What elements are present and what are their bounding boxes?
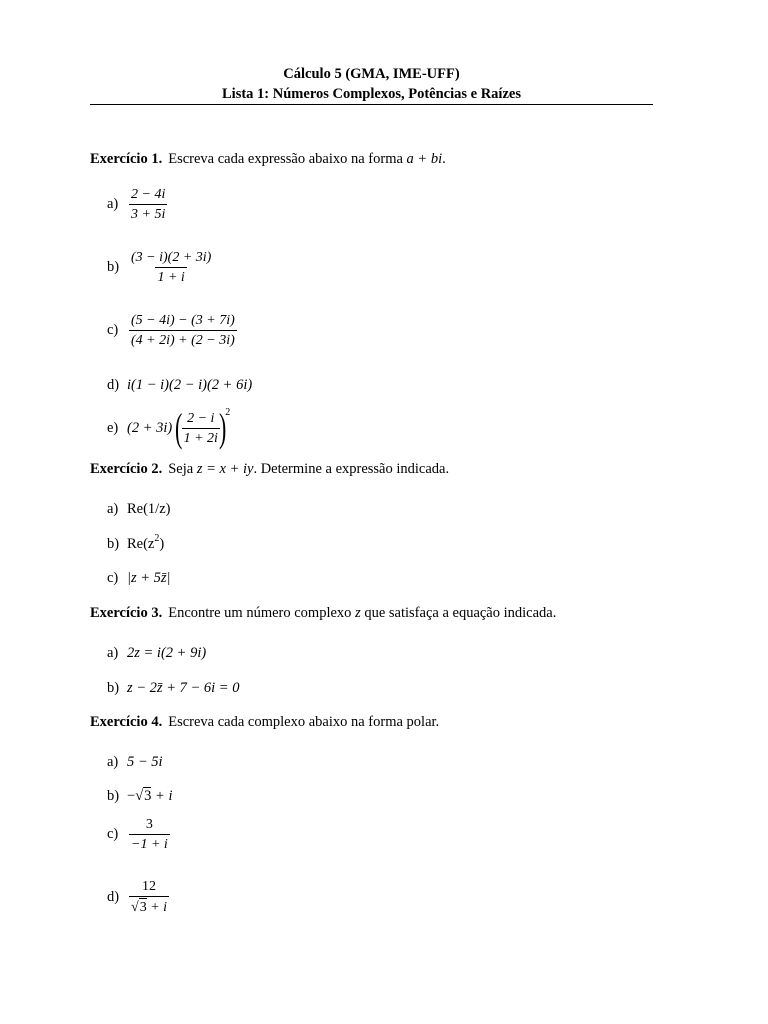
item-label: c): [107, 569, 119, 586]
item-label: b): [107, 535, 120, 552]
fraction: [129, 249, 213, 286]
exercise-4-item-a: [107, 752, 163, 772]
exercise-2-statement-math: z = x + iy: [196, 461, 254, 477]
exercise-3-item-a: [107, 643, 206, 663]
fraction-numerator: (3 − i)(2 + 3i): [131, 249, 212, 265]
radical-sign-icon: √: [131, 900, 139, 915]
fraction-numerator: (5 − 4i) − (3 + 7i): [131, 312, 235, 328]
math-expression-close: ): [159, 535, 165, 552]
exercise-1-statement-math: a + bi: [406, 151, 443, 167]
math-expression: 2z = i(2 + 9i): [127, 644, 207, 661]
exercise-4-title: Exercício 4.: [90, 714, 163, 730]
radicand: 3: [139, 900, 147, 915]
item-label: a): [107, 500, 119, 517]
math-expression: i(1 − i)(2 − i)(2 + 6i): [127, 376, 253, 393]
exercise-1-item-b: [107, 247, 215, 287]
exponent: 2: [154, 532, 160, 544]
math-expression: 5 − 5i: [127, 753, 163, 770]
fraction: [182, 410, 220, 447]
item-label: e): [107, 419, 119, 436]
item-label: d): [107, 376, 120, 393]
fraction-denominator: [129, 896, 169, 916]
exercise-2-item-b: [107, 534, 164, 554]
item-label: d): [107, 888, 120, 905]
fraction: [129, 878, 169, 916]
document-header: [90, 64, 653, 104]
exercise-4-item-b: [107, 786, 172, 806]
left-paren: (: [175, 405, 183, 450]
square-root: [135, 787, 151, 805]
exercise-3-heading: [90, 604, 556, 622]
exercise-3-statement: Encontre um número complexo: [168, 605, 356, 621]
fraction-numerator: 2 − i: [187, 410, 215, 426]
exercise-1-item-a: [107, 184, 169, 224]
exercise-3-item-b: [107, 678, 239, 698]
radicand: 3: [144, 788, 152, 804]
exercise-3-title: Exercício 3.: [90, 605, 163, 621]
math-prefix: (2 + 3i): [127, 419, 173, 436]
exercise-2-statement: Seja: [168, 461, 197, 477]
math-expression: Re(1/z): [127, 500, 171, 517]
square-root: [131, 898, 147, 916]
item-label: a): [107, 753, 119, 770]
math-suffix: + i: [146, 900, 168, 915]
fraction-numerator: 12: [142, 879, 157, 894]
math-expression: z − 2z̄ + 7 − 6i = 0: [127, 679, 240, 696]
exercise-2-item-c: [107, 568, 171, 588]
exercise-2-heading: [90, 460, 449, 478]
radical-sign-icon: √: [135, 788, 144, 804]
fraction: [129, 816, 170, 853]
header-divider: [90, 104, 653, 105]
exponent: 2: [225, 406, 231, 418]
fraction-denominator: (4 + 2i) + (2 − 3i): [129, 330, 237, 349]
exercise-1-heading: [90, 150, 446, 168]
fraction-numerator: 3: [145, 816, 153, 832]
exercise-4-item-d: [107, 876, 171, 918]
fraction-denominator: −1 + i: [129, 834, 170, 853]
item-label: b): [107, 258, 120, 275]
math-suffix: + i: [151, 787, 173, 804]
exercise-1-statement: Escreva cada expressão abaixo na forma: [168, 151, 407, 167]
exercise-1-item-d: [107, 375, 252, 395]
exercise-3-statement-math: z: [355, 605, 361, 621]
exercise-1-title: Exercício 1.: [90, 151, 163, 167]
fraction: [129, 312, 237, 349]
fraction-denominator: 1 + 2i: [182, 428, 220, 447]
minus-sign: −: [127, 787, 136, 804]
item-label: b): [107, 679, 120, 696]
exercise-4-statement: Escreva cada complexo abaixo na forma polar.: [168, 714, 440, 730]
fraction-denominator: 1 + i: [155, 267, 186, 286]
exercise-1-item-e: [107, 405, 230, 451]
right-paren: ): [218, 405, 227, 450]
exercise-4-item-c: [107, 814, 172, 854]
math-expression-base: Re(z: [127, 535, 155, 552]
item-label: a): [107, 644, 119, 661]
exercise-3-statement-end: que satisfaça a equação indicada.: [360, 605, 557, 621]
exercise-1-item-c: [107, 310, 239, 350]
item-label: c): [107, 825, 119, 842]
fraction-numerator: 2 − 4i: [131, 186, 166, 202]
exercise-2-title: Exercício 2.: [90, 461, 163, 477]
fraction-denominator: 3 + 5i: [129, 204, 167, 223]
exercise-4-heading: [90, 713, 439, 731]
fraction: [129, 186, 167, 223]
exercise-2-statement-end: . Determine a expressão indicada.: [253, 461, 450, 477]
list-title: Lista 1: Números Complexos, Potências e Raízes: [222, 86, 521, 102]
course-title: Cálculo 5 (GMA, IME-UFF): [283, 66, 460, 82]
item-label: b): [107, 787, 120, 804]
item-label: a): [107, 195, 119, 212]
exercise-2-item-a: [107, 499, 170, 519]
item-label: c): [107, 321, 119, 338]
exercise-1-statement-end: .: [442, 151, 446, 167]
math-expression: |z + 5z̄|: [127, 569, 171, 586]
